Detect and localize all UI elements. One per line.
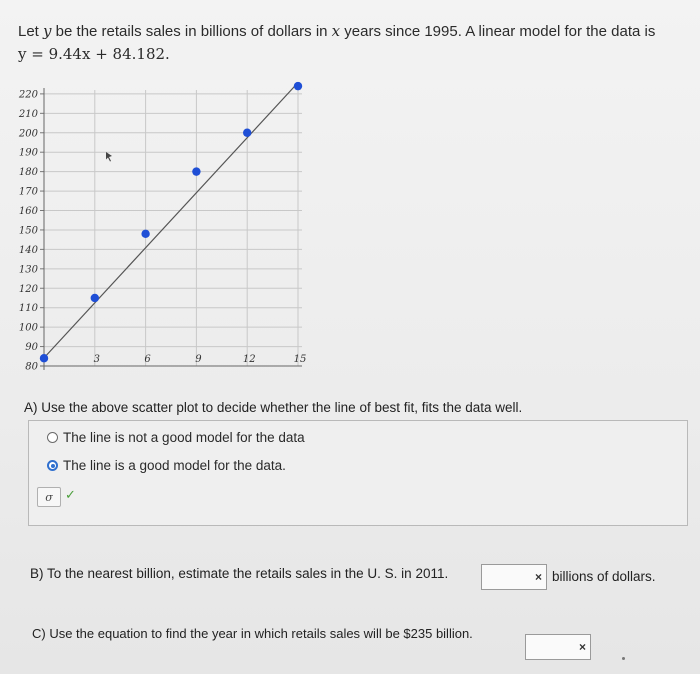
x-tick-label: 12 <box>242 354 256 365</box>
x-tick-label: 9 <box>195 354 202 365</box>
y-tick-label: 80 <box>25 361 38 373</box>
question-c-answer-input[interactable] <box>525 634 591 660</box>
intro-text-1: Let <box>18 23 44 40</box>
data-point <box>91 294 99 302</box>
y-tick-label: 120 <box>18 283 38 295</box>
y-tick-label: 90 <box>25 342 38 354</box>
data-point <box>40 354 48 362</box>
check-icon: ✓ <box>65 487 76 502</box>
data-point <box>141 230 149 238</box>
question-c-prompt: C) Use the equation to find the year in which retails sales will be $235 billion. <box>32 626 473 641</box>
y-tick-label: 210 <box>18 108 38 120</box>
var-y: y <box>43 22 52 40</box>
intro-text-2: be the retails sales in billions of dollars in <box>51 23 332 40</box>
question-b-answer-input[interactable] <box>481 564 547 590</box>
clear-icon[interactable]: × <box>578 640 586 654</box>
question-a-answer-box <box>28 420 688 526</box>
y-tick-label: 200 <box>18 128 38 140</box>
data-point <box>243 129 251 137</box>
radio-not-good-model[interactable] <box>47 432 58 443</box>
clear-icon[interactable]: × <box>534 570 542 584</box>
radio-good-model[interactable] <box>47 460 58 471</box>
var-x: x <box>331 22 341 40</box>
y-tick-label: 130 <box>18 264 38 276</box>
option-label-good: The line is a good model for the data. <box>63 458 286 473</box>
y-tick-label: 180 <box>18 167 38 179</box>
y-tick-label: 160 <box>18 206 38 218</box>
intro-text-3: years since 1995. A linear model for the data is <box>340 23 656 40</box>
y-tick-label: 150 <box>18 225 38 237</box>
question-b-prompt: B) To the nearest billion, estimate the retails sales in the U. S. in 2011. <box>30 566 449 581</box>
y-tick-label: 100 <box>18 322 38 334</box>
cursor-icon <box>106 152 112 162</box>
data-point <box>192 167 200 175</box>
option-label-not-good: The line is not a good model for the data <box>63 430 305 445</box>
x-tick-label: 3 <box>93 354 100 365</box>
y-tick-label: 170 <box>18 186 38 198</box>
question-a-prompt: A) Use the above scatter plot to decide whether the line of best fit, fits the data well. <box>24 400 523 415</box>
question-b-unit: billions of dollars. <box>552 569 656 584</box>
x-tick-label: 6 <box>144 354 151 365</box>
data-point <box>294 82 302 90</box>
y-tick-label: 190 <box>18 147 38 159</box>
best-fit-line <box>44 83 298 358</box>
y-tick-label: 220 <box>18 89 38 101</box>
x-tick-label: 15 <box>293 354 307 365</box>
y-tick-label: 140 <box>18 244 38 256</box>
sigma-tool-icon[interactable]: σ <box>37 487 61 507</box>
model-equation: y = 9.44x + 84.182. <box>18 45 170 63</box>
scatter-plot <box>10 80 340 390</box>
y-tick-label: 110 <box>18 303 38 315</box>
option-good-model[interactable] <box>47 458 286 473</box>
stray-dot <box>622 657 625 660</box>
scatter-plot-svg <box>10 80 340 390</box>
option-not-good-model[interactable] <box>47 430 305 445</box>
problem-statement <box>18 20 690 65</box>
